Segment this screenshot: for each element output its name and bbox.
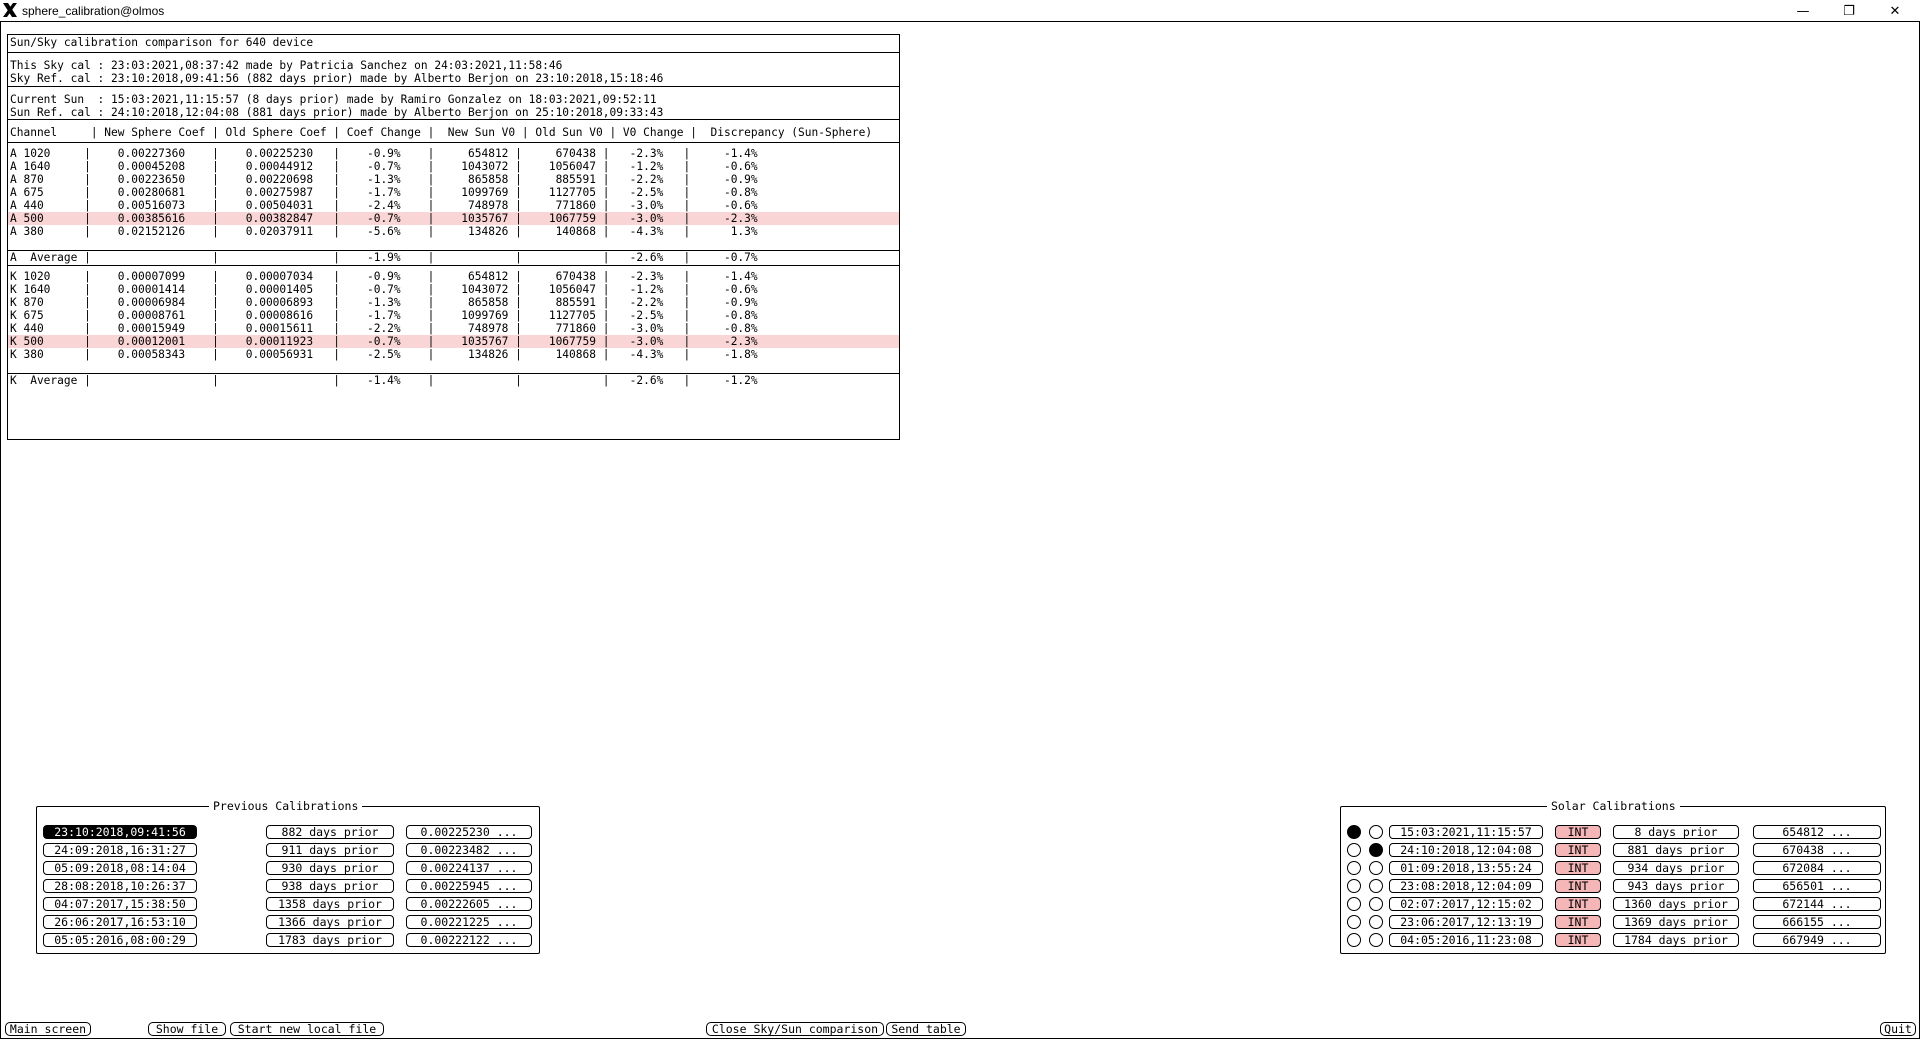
previous-cal-days-label: 1358 days prior — [266, 897, 394, 911]
table-row: K 380 | 0.00058343 | 0.00056931 | -2.5% | 134826 | 140868 | -4.3% | -1.8% — [10, 348, 758, 361]
report-title-section — [8, 35, 899, 53]
report-title: Sun/Sky calibration comparison for 640 device — [10, 36, 314, 49]
solar-cal-date-button[interactable]: 24:10:2018,12:04:08 — [1389, 843, 1543, 857]
solar-cal-current-radio[interactable] — [1347, 861, 1361, 875]
sun-cal-section — [8, 87, 899, 120]
k-channel-section — [8, 266, 899, 387]
column-headers: Channel | New Sphere Coef | Old Sphere Coef | Coef Change | New Sun V0 | Old Sun V0 | V0 Change | Discrepancy (Sun-Sphere) — [10, 126, 873, 139]
solar-cal-reference-radio[interactable] — [1369, 825, 1383, 839]
solar-cal-current-radio[interactable] — [1347, 879, 1361, 893]
previous-cal-date-button[interactable]: 24:09:2018,16:31:27 — [43, 843, 197, 857]
table-row: A 380 | 0.02152126 | 0.02037911 | -5.6% | 134826 | 140868 | -4.3% | 1.3% — [10, 225, 758, 238]
quit-button[interactable]: Quit — [1880, 1022, 1916, 1036]
previous-cal-coef-button[interactable]: 0.00223482 ... — [406, 843, 532, 857]
send-table-button[interactable]: Send table — [886, 1022, 966, 1036]
title-bar — [0, 0, 1920, 22]
solar-cal-type-badge[interactable]: INT — [1555, 825, 1601, 839]
sky-cal-section — [8, 53, 899, 87]
previous-cal-coef-button[interactable]: 0.00225230 ... — [406, 825, 532, 839]
table-row: K 870 | 0.00006984 | 0.00006893 | -1.3% | 865858 | 885591 | -2.2% | -0.9% — [10, 296, 758, 309]
minimize-icon: — — [1796, 3, 1810, 19]
start-new-local-file-button[interactable]: Start new local file — [230, 1022, 384, 1036]
previous-cal-date-button[interactable]: 05:09:2018,08:14:04 — [43, 861, 197, 875]
previous-cal-days-label: 911 days prior — [266, 843, 394, 857]
solar-calibrations-legend: Solar Calibrations — [1547, 799, 1680, 813]
maximize-button[interactable] — [1826, 0, 1872, 22]
close-icon: ✕ — [1889, 3, 1901, 19]
table-row-highlighted: K 500 | 0.00012001 | 0.00011923 | -0.7% | 1035767 | 1067759 | -3.0% | -2.3% — [8, 335, 899, 348]
solar-cal-value-button[interactable]: 656501 ... — [1753, 879, 1881, 893]
show-file-button[interactable]: Show file — [148, 1022, 226, 1036]
solar-cal-days-label: 8 days prior — [1613, 825, 1739, 839]
previous-calibrations-group — [36, 799, 540, 954]
solar-cal-days-label: 934 days prior — [1613, 861, 1739, 875]
solar-cal-type-badge[interactable]: INT — [1555, 915, 1601, 929]
k-average-row: K Average | | | -1.4% | | | -2.6% | -1.2% — [8, 373, 899, 387]
solar-cal-value-button[interactable]: 654812 ... — [1753, 825, 1881, 839]
solar-cal-reference-radio[interactable] — [1369, 861, 1383, 875]
previous-cal-days-label: 938 days prior — [266, 879, 394, 893]
previous-cal-coef-button[interactable]: 0.00224137 ... — [406, 861, 532, 875]
solar-cal-type-badge[interactable]: INT — [1555, 843, 1601, 857]
table-row: A 1640 | 0.00045208 | 0.00044912 | -0.7% | 1043072 | 1056047 | -1.2% | -0.6% — [10, 160, 758, 173]
restore-icon: ❐ — [1843, 3, 1855, 19]
solar-cal-reference-radio[interactable] — [1369, 915, 1383, 929]
a-average-row: A Average | | | -1.9% | | | -2.6% | -0.7% — [8, 250, 899, 264]
solar-cal-reference-radio[interactable] — [1369, 933, 1383, 947]
solar-cal-value-button[interactable]: 670438 ... — [1753, 843, 1881, 857]
solar-cal-current-radio[interactable] — [1347, 843, 1361, 857]
solar-cal-date-button[interactable]: 15:03:2021,11:15:57 — [1389, 825, 1543, 839]
solar-cal-date-button[interactable]: 23:08:2018,12:04:09 — [1389, 879, 1543, 893]
solar-cal-current-radio[interactable] — [1347, 933, 1361, 947]
x-window-icon — [2, 2, 18, 18]
solar-cal-reference-radio[interactable] — [1369, 897, 1383, 911]
solar-cal-value-button[interactable]: 666155 ... — [1753, 915, 1881, 929]
solar-cal-current-radio[interactable] — [1347, 825, 1361, 839]
previous-cal-coef-button[interactable]: 0.00222122 ... — [406, 933, 532, 947]
column-header-section — [8, 120, 899, 143]
close-comparison-button[interactable]: Close Sky/Sun comparison — [706, 1022, 884, 1036]
solar-cal-date-button[interactable]: 01:09:2018,13:55:24 — [1389, 861, 1543, 875]
sky-ref-line: Sky Ref. cal : 23:10:2018,09:41:56 (882 days prior) made by Alberto Berjon on 23:10:2018,15:18:46 — [10, 72, 664, 85]
solar-cal-type-badge[interactable]: INT — [1555, 933, 1601, 947]
previous-cal-coef-button[interactable]: 0.00221225 ... — [406, 915, 532, 929]
previous-cal-date-button[interactable]: 26:06:2017,16:53:10 — [43, 915, 197, 929]
previous-cal-coef-button[interactable]: 0.00222605 ... — [406, 897, 532, 911]
solar-cal-days-label: 1369 days prior — [1613, 915, 1739, 929]
previous-cal-date-button[interactable]: 04:07:2017,15:38:50 — [43, 897, 197, 911]
previous-cal-days-label: 1366 days prior — [266, 915, 394, 929]
minimize-button[interactable] — [1780, 0, 1826, 22]
solar-cal-current-radio[interactable] — [1347, 915, 1361, 929]
table-row: K 440 | 0.00015949 | 0.00015611 | -2.2% | 748978 | 771860 | -3.0% | -0.8% — [10, 322, 758, 335]
previous-calibrations-legend: Previous Calibrations — [209, 799, 362, 813]
table-row: K 1640 | 0.00001414 | 0.00001405 | -0.7% | 1043072 | 1056047 | -1.2% | -0.6% — [10, 283, 758, 296]
previous-cal-days-label: 930 days prior — [266, 861, 394, 875]
solar-calibrations-group — [1340, 799, 1886, 954]
sky-cal-line: This Sky cal : 23:03:2021,08:37:42 made by Patricia Sanchez on 24:03:2021,11:58:46 — [10, 59, 563, 72]
table-row: A 870 | 0.00223650 | 0.00220698 | -1.3% | 865858 | 885591 | -2.2% | -0.9% — [10, 173, 758, 186]
solar-cal-type-badge[interactable]: INT — [1555, 861, 1601, 875]
solar-cal-current-radio[interactable] — [1347, 897, 1361, 911]
solar-cal-type-badge[interactable]: INT — [1555, 897, 1601, 911]
solar-cal-date-button[interactable]: 04:05:2016,11:23:08 — [1389, 933, 1543, 947]
previous-cal-days-label: 882 days prior — [266, 825, 394, 839]
table-row: K 675 | 0.00008761 | 0.00008616 | -1.7% | 1099769 | 1127705 | -2.5% | -0.8% — [10, 309, 758, 322]
table-row-highlighted: A 500 | 0.00385616 | 0.00382847 | -0.7% | 1035767 | 1067759 | -3.0% | -2.3% — [8, 212, 899, 225]
window-title: sphere_calibration@olmos — [22, 4, 165, 18]
current-sun-line: Current Sun : 15:03:2021,11:15:57 (8 days prior) made by Ramiro Gonzalez on 18:03:2021,09:52:11 — [10, 93, 657, 106]
table-row: A 675 | 0.00280681 | 0.00275987 | -1.7% | 1099769 | 1127705 | -2.5% | -0.8% — [10, 186, 758, 199]
solar-cal-value-button[interactable]: 667949 ... — [1753, 933, 1881, 947]
a-channel-section — [8, 143, 899, 266]
close-button[interactable] — [1872, 0, 1918, 22]
solar-cal-type-badge[interactable]: INT — [1555, 879, 1601, 893]
solar-cal-days-label: 943 days prior — [1613, 879, 1739, 893]
table-row: A 440 | 0.00516073 | 0.00504031 | -2.4% | 748978 | 771860 | -3.0% | -0.6% — [10, 199, 758, 212]
previous-cal-date-button[interactable]: 05:05:2016,08:00:29 — [43, 933, 197, 947]
window-border — [0, 22, 1, 1039]
solar-cal-date-button[interactable]: 02:07:2017,12:15:02 — [1389, 897, 1543, 911]
solar-cal-days-label: 1784 days prior — [1613, 933, 1739, 947]
solar-cal-reference-radio[interactable] — [1369, 843, 1383, 857]
solar-cal-date-button[interactable]: 23:06:2017,12:13:19 — [1389, 915, 1543, 929]
previous-cal-coef-button[interactable]: 0.00225945 ... — [406, 879, 532, 893]
solar-cal-days-label: 881 days prior — [1613, 843, 1739, 857]
solar-cal-days-label: 1360 days prior — [1613, 897, 1739, 911]
previous-cal-date-button[interactable]: 28:08:2018,10:26:37 — [43, 879, 197, 893]
solar-cal-value-button[interactable]: 672084 ... — [1753, 861, 1881, 875]
previous-cal-days-label: 1783 days prior — [266, 933, 394, 947]
table-row: A 1020 | 0.00227360 | 0.00225230 | -0.9% | 654812 | 670438 | -2.3% | -1.4% — [10, 147, 758, 160]
table-row: K 1020 | 0.00007099 | 0.00007034 | -0.9% | 654812 | 670438 | -2.3% | -1.4% — [10, 270, 758, 283]
comparison-report — [7, 34, 900, 440]
main-screen-button[interactable]: Main screen — [5, 1022, 91, 1036]
solar-cal-reference-radio[interactable] — [1369, 879, 1383, 893]
previous-cal-date-button[interactable]: 23:10:2018,09:41:56 — [43, 825, 197, 839]
sun-ref-line: Sun Ref. cal : 24:10:2018,12:04:08 (881 days prior) made by Alberto Berjon on 25:10:2018,09:33:43 — [10, 106, 664, 119]
solar-cal-value-button[interactable]: 672144 ... — [1753, 897, 1881, 911]
